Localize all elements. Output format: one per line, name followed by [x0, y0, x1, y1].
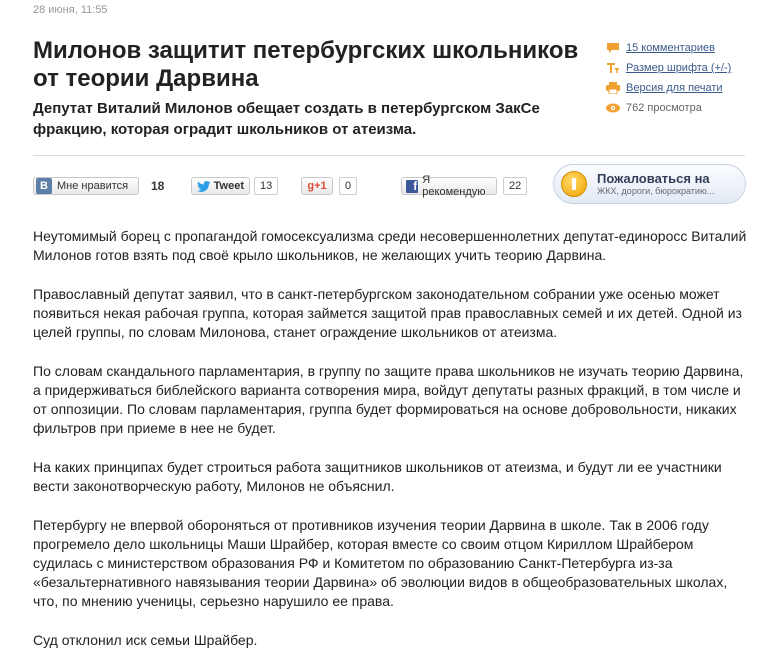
- article-paragraph: Православный депутат заявил, что в санкт-петербургском законодательном собрании уже осенью может появиться некая рабочая группа, которая займется защитой прав православных семей и их детей. Одной из целей группы, по словам Милонова, станет ограждение школьников от атеизма.: [33, 286, 742, 340]
- gplus-label: +1: [314, 180, 327, 192]
- complain-button[interactable]: [553, 164, 746, 204]
- facebook-icon: f: [406, 180, 418, 193]
- article-paragraph: Неутомимый борец с пропагандой гомосексуализма среди несовершеннолетних депутат-единоросс Виталий Милонов готов взять под своё крыло школьников, не желающих учить теорию Дарвина.: [33, 228, 747, 263]
- publish-date: 28 июня, 11:55: [33, 4, 108, 16]
- divider: [33, 155, 745, 156]
- facebook-recommend-label: Я рекомендую: [422, 174, 486, 198]
- article-body: [33, 227, 748, 670]
- article-paragraph: Суд отклонил иск семьи Шрайбер.: [33, 632, 258, 648]
- font-size-icon: [606, 62, 620, 74]
- gplus-widget: [301, 176, 357, 196]
- vk-icon: B: [36, 178, 52, 194]
- comments-label[interactable]: 15 комментариев: [626, 42, 715, 54]
- facebook-recommend-button[interactable]: [401, 174, 497, 198]
- gplus-button[interactable]: [301, 177, 333, 195]
- tweet-count: 13: [254, 177, 278, 195]
- vk-like-label: Мне нравится: [57, 180, 129, 192]
- facebook-count: 22: [503, 177, 527, 195]
- twitter-widget: [191, 176, 278, 196]
- article-paragraph: На каких принципах будет строиться работа защитников школьников от атеизма, и будут ли ее участники вести законотворческую работу, Милонов не объяснил.: [33, 459, 722, 494]
- font-size-label[interactable]: Размер шрифта (+/-): [626, 62, 732, 74]
- tweet-label: Tweet: [213, 180, 244, 192]
- print-link[interactable]: [606, 78, 756, 98]
- font-size-link[interactable]: [606, 58, 756, 78]
- gplus-count: 0: [339, 177, 357, 195]
- exclamation-icon: [561, 171, 587, 197]
- vk-like-count: 18: [143, 177, 169, 195]
- gplus-icon: g: [307, 180, 315, 192]
- views-counter: [606, 98, 756, 118]
- facebook-widget: [401, 176, 527, 196]
- complain-title: Пожаловаться на: [597, 171, 710, 186]
- tweet-button[interactable]: [191, 177, 250, 195]
- comments-link[interactable]: [606, 38, 756, 58]
- article-paragraph: По словам скандального парламентария, в группу по защите права школьников не изучать теорию Дарвина, а придерживаться библейского варианта сотворения мира, войдут депутаты разных фракций, в том числе и от оппозиции. По словам парламентария, группа будет формироваться на основе добровольности, никаких фильтров при приеме в нее не будет.: [33, 363, 744, 436]
- article-paragraph: Петербургу не впервой обороняться от противников изучения теории Дарвина в школе. Так в 2006 году прогремело дело школьницы Маши Шрайбер, которая вместе со своим отцом Кириллом Шрайбером судилась с министерством образования РФ и Комитетом по образованию Санкт-Петербурга из-за «безальтернативного навязывания теории Дарвина» об эволюции видов в общеобразовательных школах, что, по мнению ученицы, серьезно нарушило ее права.: [33, 517, 728, 609]
- vk-like-widget: [33, 176, 169, 196]
- vk-like-button[interactable]: [33, 177, 139, 195]
- article-meta: [606, 38, 756, 118]
- article-title: Милонов защитит петербургских школьников от теории Дарвина: [33, 37, 579, 92]
- eye-icon: [606, 102, 620, 114]
- printer-icon: [606, 82, 620, 94]
- print-label[interactable]: Версия для печати: [626, 82, 723, 94]
- article-lead: Депутат Виталий Милонов обещает создать в петербургском ЗакСе фракцию, которая оградит школьников от атеизма.: [33, 100, 540, 138]
- complain-subtitle: ЖКХ, дороги, бюрократию...: [597, 186, 715, 196]
- speech-bubble-icon: [606, 42, 620, 54]
- twitter-bird-icon: [197, 181, 211, 192]
- views-label: 762 просмотра: [626, 102, 702, 114]
